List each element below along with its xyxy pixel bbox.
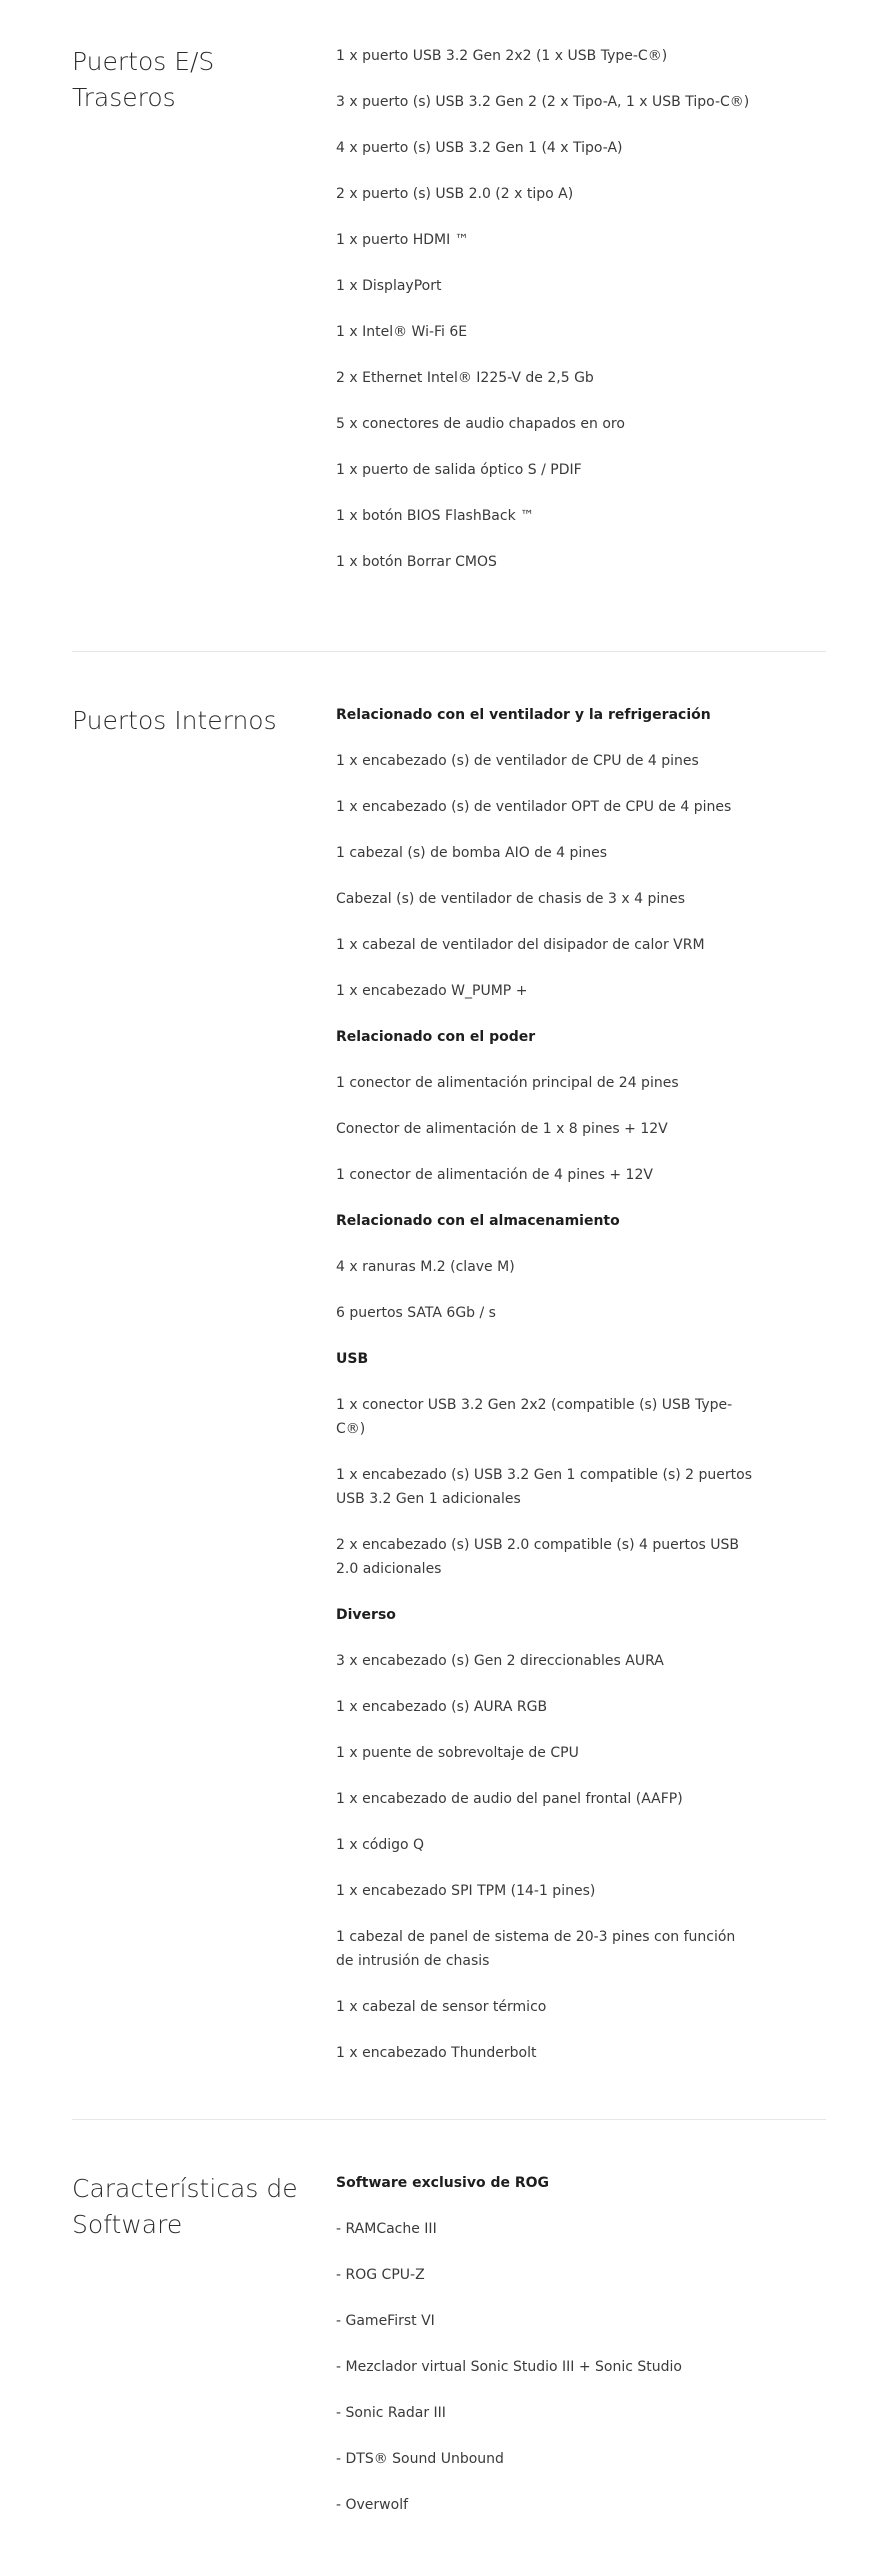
spec-item: 2 x Ethernet Intel® I225-V de 2,5 Gb (336, 370, 594, 386)
spec-group-heading: Relacionado con el almacenamiento (336, 1213, 620, 1229)
spec-item: 1 x encabezado (s) de ventilador OPT de CPU de 4 pines (336, 799, 732, 815)
spec-item: - DTS® Sound Unbound (336, 2451, 504, 2467)
section-title: Puertos Internos (72, 706, 277, 735)
spec-item: 1 x puerto HDMI ™ (336, 232, 469, 248)
spec-item: 2 x puerto (s) USB 2.0 (2 x tipo A) (336, 186, 574, 202)
section-divider (72, 651, 826, 652)
spec-item: 1 x encabezado (s) AURA RGB (336, 1699, 548, 1715)
spec-item: 1 x encabezado SPI TPM (14-1 pines) (336, 1883, 596, 1899)
spec-item: - ROG CPU-Z (336, 2267, 425, 2283)
spec-group-heading: Software exclusivo de ROG (336, 2175, 550, 2191)
spec-item: 1 x encabezado Thunderbolt (336, 2045, 537, 2061)
spec-item: 1 x DisplayPort (336, 278, 442, 294)
spec-item: 5 x conectores de audio chapados en oro (336, 416, 625, 432)
spec-item: 2 x encabezado (s) USB 2.0 compatible (s) 4 puertos USB 2.0 adicionales (336, 1537, 740, 1577)
spec-list (336, 44, 756, 596)
spec-item: 6 puertos SATA 6Gb / s (336, 1305, 496, 1321)
spec-item: 1 conector de alimentación de 4 pines + 12V (336, 1167, 653, 1183)
spec-item: 1 x puerto de salida óptico S / PDIF (336, 462, 582, 478)
spec-item: 1 x botón Borrar CMOS (336, 554, 497, 570)
spec-item: Cabezal (s) de ventilador de chasis de 3 x 4 pines (336, 891, 686, 907)
spec-item: - RAMCache III (336, 2221, 437, 2237)
spec-item: 3 x encabezado (s) Gen 2 direccionables AURA (336, 1653, 664, 1669)
spec-group-heading: Relacionado con el poder (336, 1029, 536, 1045)
spec-group-heading: Relacionado con el ventilador y la refrigeración (336, 707, 711, 723)
section-divider (72, 2119, 826, 2120)
spec-item: 4 x puerto (s) USB 3.2 Gen 1 (4 x Tipo-A) (336, 140, 623, 156)
spec-group-heading: Diverso (336, 1607, 396, 1623)
section-title: Puertos E/S Traseros (72, 47, 215, 112)
spec-item: 1 x encabezado (s) USB 3.2 Gen 1 compatible (s) 2 puertos USB 3.2 Gen 1 adicionales (336, 1467, 752, 1507)
section-title: Características de Software (72, 2174, 298, 2239)
spec-group-heading: USB (336, 1351, 369, 1367)
spec-item: 1 x botón BIOS FlashBack ™ (336, 508, 535, 524)
spec-item: 1 x puerto USB 3.2 Gen 2x2 (1 x USB Type-C®) (336, 48, 668, 64)
spec-item: 1 x puente de sobrevoltaje de CPU (336, 1745, 579, 1761)
spec-item: 1 x Intel® Wi-Fi 6E (336, 324, 468, 340)
spec-item: 1 x cabezal de ventilador del disipador de calor VRM (336, 937, 705, 953)
spec-item: 1 cabezal de panel de sistema de 20-3 pines con función de intrusión de chasis (336, 1929, 736, 1969)
spec-item: 1 x código Q (336, 1837, 425, 1853)
spec-item: 1 x cabezal de sensor térmico (336, 1999, 547, 2015)
spec-item: 1 x encabezado de audio del panel frontal (AAFP) (336, 1791, 683, 1807)
spec-item: - Mezclador virtual Sonic Studio III + Sonic Studio (336, 2359, 682, 2375)
spec-item: - Sonic Radar III (336, 2405, 446, 2421)
spec-item: 1 x encabezado (s) de ventilador de CPU de 4 pines (336, 753, 699, 769)
spec-item: - Overwolf (336, 2497, 409, 2513)
spec-list (336, 2171, 756, 2539)
spec-item: - GameFirst VI (336, 2313, 435, 2329)
spec-list (336, 703, 756, 2087)
spec-item: Conector de alimentación de 1 x 8 pines + 12V (336, 1121, 668, 1137)
spec-item: 1 x conector USB 3.2 Gen 2x2 (compatible (s) USB Type-C®) (336, 1397, 733, 1437)
spec-item: 1 cabezal (s) de bomba AIO de 4 pines (336, 845, 608, 861)
spec-item: 4 x ranuras M.2 (clave M) (336, 1259, 515, 1275)
spec-item: 3 x puerto (s) USB 3.2 Gen 2 (2 x Tipo-A, 1 x USB Tipo-C®) (336, 94, 750, 110)
spec-item: 1 conector de alimentación principal de 24 pines (336, 1075, 679, 1091)
spec-item: 1 x encabezado W_PUMP + (336, 983, 528, 999)
